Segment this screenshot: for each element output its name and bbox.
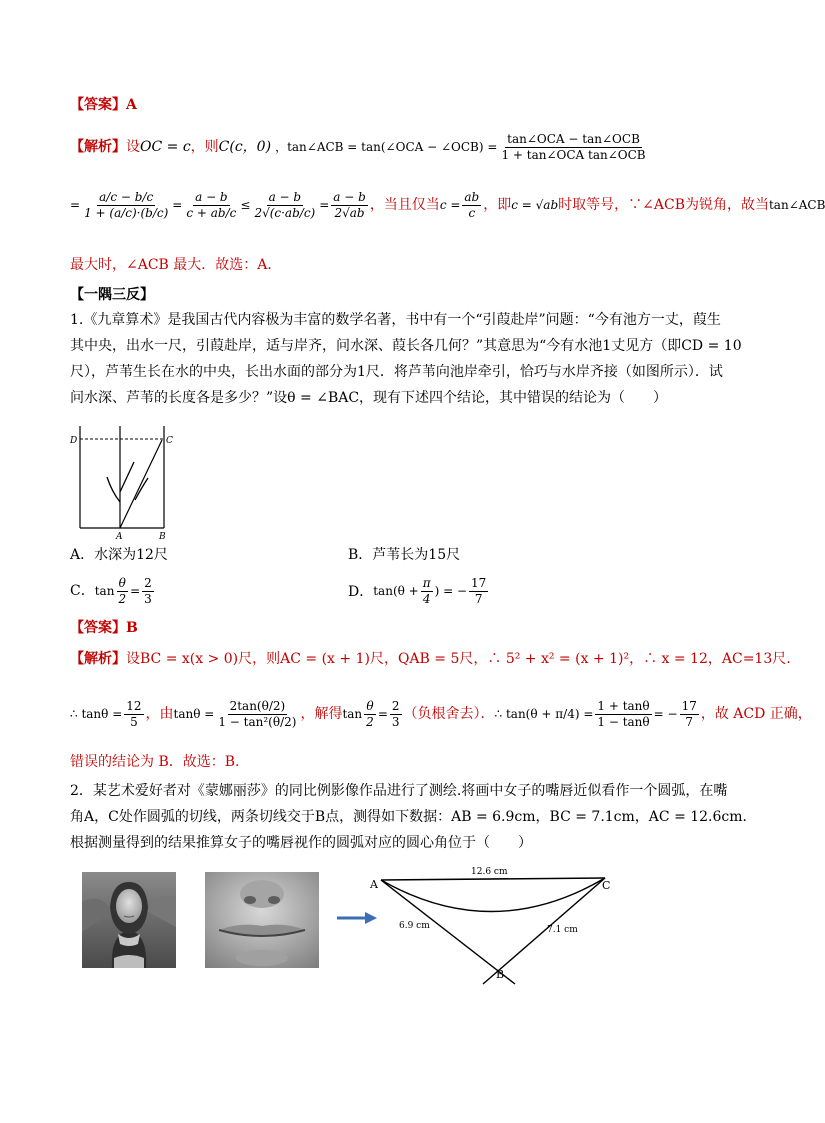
denominator: 1 + (a/c)·(b/c) — [84, 205, 169, 220]
q2-line-1: 2．某艺术爱好者对《蒙娜丽莎》的同比例影像作品进行了测绘.将画中女子的嘴唇近似看作一个圆弧，在嘴 — [70, 783, 728, 799]
text: ，即 — [483, 197, 512, 213]
option-c — [70, 574, 156, 608]
fraction — [82, 190, 170, 221]
text: 时取等号，∵∠ACB为锐角，故当 — [558, 197, 769, 213]
numerator: 12 — [126, 698, 142, 713]
formula: tan(θ + — [373, 584, 419, 598]
analysis-label: 【解析】 — [70, 139, 126, 155]
q1-line-1: 1.《九章算术》是我国古代内容极为丰富的数学名著，书中有一个“引葭赴岸”问题：“今有池方一丈，葭生 — [70, 312, 721, 328]
fraction — [124, 699, 143, 730]
q2-line-3: 根据测量得到的结果推算女子的嘴唇视作的圆弧对应的圆心角位于（ ） — [70, 835, 532, 851]
le: ≤ — [240, 198, 251, 212]
label-a: A — [370, 878, 378, 891]
option-label: D． — [348, 584, 374, 600]
numerator: tan∠OCA − tan∠OCB — [507, 131, 640, 146]
numerator: 1 + tanθ — [597, 698, 650, 713]
numerator: θ — [366, 698, 374, 713]
fraction — [390, 699, 402, 730]
answer-value: B — [126, 620, 138, 636]
analysis-1-line-1 — [70, 130, 650, 164]
section-heading: 【一隅三反】 — [70, 287, 154, 303]
formula: C(c，0) — [218, 139, 272, 155]
analysis-2-line-1 — [70, 649, 791, 669]
fraction — [680, 699, 699, 730]
text: 设 — [126, 139, 140, 155]
numerator: 2tan(θ/2) — [229, 698, 286, 713]
text: 设BC = x(x > 0)尺，则AC = (x + 1)尺，QAB = 5尺，∴ 5² + x² = (x + 1)²，∴ x = 12，AC=13尺. — [126, 651, 791, 667]
label-c: C — [602, 879, 611, 892]
numerator: a − b — [268, 189, 302, 204]
fraction — [364, 699, 376, 730]
label-ac-length: 12.6 cm — [471, 867, 508, 877]
q2-line-2: 角A，C处作圆弧的切线，两条切线交于B点，测得如下数据：AB = 6.9cm，BC = 7.1cm，AC = 12.6cm． — [70, 809, 757, 825]
numerator: 17 — [681, 698, 697, 713]
fraction — [499, 132, 647, 163]
denominator: 2√(c·ab/c) — [254, 205, 316, 220]
fraction — [116, 576, 128, 607]
answer-line-2 — [70, 618, 138, 638]
denominator: 3 — [391, 714, 400, 729]
analysis-1-line-3: 最大时，∠ACB 最大．故选：A． — [70, 257, 282, 273]
option-b: B．芦苇长为15尺 — [348, 547, 461, 563]
numerator: a − b — [195, 189, 228, 204]
denominator: 5 — [130, 714, 138, 729]
denominator: 2 — [118, 591, 127, 606]
equals: = — [130, 584, 141, 598]
formula: ) = − — [434, 584, 468, 598]
denominator: 1 − tanθ — [597, 714, 650, 729]
numerator: 17 — [471, 575, 487, 590]
analysis-label: 【解析】 — [70, 651, 126, 667]
analysis-2-line-3: 错误的结论为 B．故选：B. — [70, 754, 240, 770]
numerator: ab — [464, 189, 480, 204]
text: ，解得 — [300, 706, 343, 722]
analysis-1-line-2: = $\frac{a/c - b/c}{1 + (a/c)\cdot(b/c)}$ = $\frac{a - b}{c + ab/c}$ ≤ $\frac{a - b}{2√(c\cdot ab/c)}$ = $\frac{a - b}{2√ab}$ ，当且仅当 c = $\frac{ab}{c}$ ，即 c = √ab 时取等号，∵∠ACB为锐角，故当 tan∠ACB — [70, 189, 825, 220]
formula: tan — [94, 584, 115, 598]
denominator: 7 — [474, 591, 483, 606]
equals: = − — [653, 707, 678, 721]
answer-label: 【答案】 — [70, 620, 126, 636]
formula: OC = c — [140, 139, 191, 155]
text: ，故 ACD 正确， — [700, 706, 812, 722]
numerator: π — [422, 575, 431, 590]
formula: tan — [342, 707, 363, 721]
equals: = — [377, 707, 388, 721]
fraction — [216, 699, 298, 730]
fraction — [142, 576, 154, 607]
denominator: 7 — [685, 714, 694, 729]
numerator: 2 — [391, 698, 400, 713]
denominator: 1 + tan∠OCA tan∠OCB — [501, 147, 646, 162]
fraction — [184, 190, 238, 221]
label-c: C — [166, 436, 173, 446]
option-a: A．水深为12尺 — [70, 547, 168, 563]
fraction — [462, 190, 481, 221]
analysis-2-line-2 — [70, 684, 812, 744]
numerator: θ — [118, 575, 126, 590]
denominator: 2√ab — [334, 205, 365, 220]
lip-arc-diagram — [365, 862, 635, 988]
label-d: D — [70, 436, 78, 446]
q1-line-3: 尺），芦苇生长在水的中央，长出水面的部分为1尺．将芦苇向池岸牵引，恰巧与水岸齐接（如图所示）．试 — [70, 364, 723, 380]
denominator: 1 − tan²(θ/2) — [218, 714, 297, 729]
fraction — [595, 699, 651, 730]
denominator: 3 — [144, 591, 152, 606]
q1-line-2: 其中央，出水一尺，引葭赴岸，适与岸齐，问水深、葭长各几何？”其意思为“今有水池1丈见方（即CD = 10 — [70, 338, 742, 354]
numerator: a/c − b/c — [99, 189, 154, 204]
text: ，则 — [190, 139, 219, 155]
formula: tan∠ACB — [768, 198, 825, 212]
q1-line-4: 问水深、芦苇的长度各是多少？”设θ = ∠BAC，现有下述四个结论，其中错误的结论为（ ） — [70, 390, 668, 406]
reed-pond-figure — [62, 422, 182, 542]
answer-value: A — [126, 97, 137, 113]
answer-line-1 — [70, 95, 137, 115]
label-a: A — [116, 532, 123, 542]
denominator: 4 — [422, 591, 431, 606]
label-ab-length: 6.9 cm — [399, 921, 430, 931]
fraction — [469, 576, 488, 607]
option-label: C． — [70, 583, 95, 599]
formula: tanθ = — [173, 707, 215, 721]
formula: c = √ab — [511, 198, 559, 212]
fraction — [252, 190, 317, 221]
formula: c = — [439, 198, 461, 212]
formula: ∴ tan(θ + π/4) = — [494, 707, 594, 721]
option-d — [348, 574, 490, 608]
label-b: B — [496, 968, 505, 981]
label-b: B — [159, 532, 166, 542]
denominator: 2 — [366, 714, 374, 729]
fraction — [331, 190, 368, 221]
text: ，当且仅当 — [369, 197, 440, 213]
mona-lisa-photo — [82, 872, 176, 968]
label-bc-length: 7.1 cm — [547, 925, 578, 935]
answer-label: 【答案】 — [70, 97, 126, 113]
numerator: a − b — [333, 189, 366, 204]
formula: ，tan∠ACB = tan(∠OCA − ∠OCB) = — [275, 140, 498, 154]
equals: = — [70, 198, 81, 212]
numerator: 2 — [144, 575, 152, 590]
denominator: c + ab/c — [186, 205, 237, 220]
text: （负根舍去）． — [403, 706, 495, 722]
fraction — [421, 576, 433, 607]
text: ，由 — [145, 706, 174, 722]
lips-closeup-photo — [205, 872, 319, 968]
denominator: c — [468, 205, 476, 220]
formula: ∴ tanθ = — [70, 707, 123, 721]
